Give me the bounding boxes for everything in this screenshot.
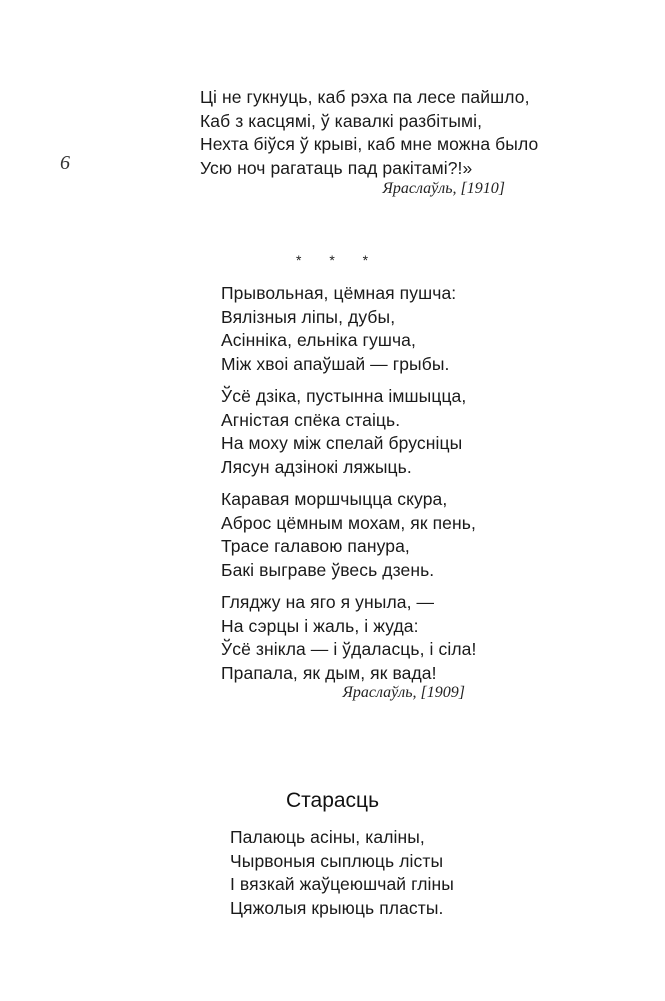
verse-line: Ўсё знікла — і ўдаласць, і сіла! (221, 639, 477, 659)
verse-line: Нехта біўся ў крыві, каб мне можна было (200, 134, 539, 154)
verse-line: Прапала, як дым, як вада! (221, 662, 437, 683)
poem-title: Старасць (285, 789, 380, 812)
poem2-stanza-3 (221, 488, 476, 582)
verse-line: Палаюць асіны, каліны, (230, 827, 425, 847)
verse-line: Ці не гукнуць, каб рэха па лесе пайшло, (200, 87, 530, 107)
poem2-stanza-4 (221, 591, 476, 685)
poem1-signature: Яраслаўль, [1910] (382, 180, 505, 197)
verse-line: Лясун адзінокі ляжыць. (221, 456, 412, 477)
verse-line: Ўсё дзіка, пустынна імшыцца, (221, 386, 467, 406)
poem2-stanza-1 (221, 282, 456, 376)
verse-line: Бакі выграве ўвесь дзень. (221, 559, 435, 580)
verse-line: Трасе галавою панура, (221, 536, 410, 556)
verse-line: Вялізныя ліпы, дубы, (221, 306, 396, 327)
verse-line: І вязкай жаўцеюшчай гліны (230, 874, 454, 894)
verse-line: Чырвоныя сыплюць лісты (230, 850, 444, 871)
section-separator: * * * (296, 252, 381, 268)
verse-line: Гляджу на яго я уныла, — (221, 592, 435, 612)
verse-line: Каб з касцямі, ў кавалкі разбітымі, (200, 110, 483, 131)
verse-line: Усю ноч рагатаць пад ракітамі?!» (200, 157, 473, 178)
poem2-stanza-2 (221, 385, 466, 479)
verse-line: Агністая спёка стаіць. (221, 409, 401, 430)
verse-line: На сэрцы і жаль, і жуда: (221, 615, 419, 636)
poem1-stanza (200, 86, 538, 180)
verse-line: Цяжолыя крыюць пласты. (230, 897, 444, 918)
verse-line: Прывольная, цёмная пушча: (221, 283, 457, 303)
verse-line: Аброс цёмным мохам, як пень, (221, 512, 476, 533)
verse-line: На моху між спелай брусніцы (221, 433, 463, 453)
verse-line: Асінніка, ельніка гушча, (221, 330, 416, 350)
poem3-stanza (230, 826, 454, 920)
verse-line: Каравая моршчыцца скура, (221, 489, 448, 509)
verse-line: Між хвоі апаўшай — грыбы. (221, 353, 450, 374)
poem2-signature: Яраслаўль, [1909] (342, 684, 465, 701)
page-number: 6 (60, 152, 70, 174)
